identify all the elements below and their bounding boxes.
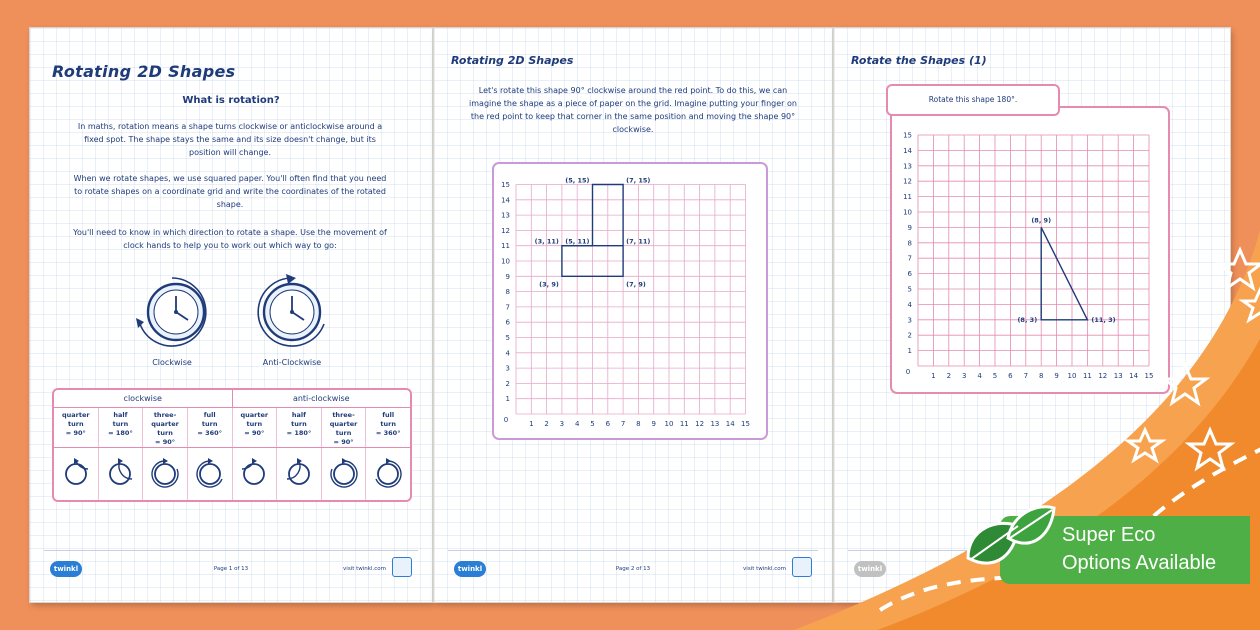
clockwise-label: Clockwise: [152, 358, 192, 367]
page-number: Page 2 of 13: [615, 566, 651, 572]
anticlockwise-clock-icon: [252, 272, 332, 362]
y-tick-label: 15: [501, 181, 510, 189]
y-tick-label: 2: [505, 379, 510, 388]
x-tick-label: 10: [1067, 372, 1077, 380]
x-tick-label: 12: [695, 420, 705, 428]
anticlockwise-label: Anti-Clockwise: [262, 358, 322, 367]
x-tick-label: 5: [590, 420, 595, 428]
y-tick-label: 13: [501, 211, 510, 220]
turn-arrow-icon: [366, 448, 410, 500]
x-tick-label: 0: [503, 416, 509, 424]
y-tick-label: 3: [505, 364, 510, 373]
visit-link[interactable]: visit twinkl.com: [343, 566, 386, 572]
x-tick-label: 13: [1113, 372, 1123, 380]
turn-arrow-icon: [188, 448, 233, 500]
y-tick-label: 15: [903, 131, 912, 140]
page-title: Rotate the Shapes (1): [851, 54, 987, 67]
y-tick-label: 11: [903, 193, 912, 202]
x-tick-label: 4: [574, 420, 580, 428]
eco-subtitle: Options Available: [1062, 552, 1217, 574]
y-tick-label: 10: [903, 208, 912, 217]
x-tick-label: 3: [961, 372, 967, 380]
paragraph-rotation-definition: In maths, rotation means a shape turns clockwise or anticlockwise around a fixed spot. The shape stays the same and its size doesn't change, but its position will change.: [77, 122, 383, 157]
table-header-anticlockwise: anti-clockwise: [292, 394, 350, 403]
table-cell: half turn = 180°: [99, 408, 144, 447]
y-tick-label: 1: [907, 347, 912, 356]
y-tick-label: 13: [903, 162, 912, 171]
x-tick-label: 7: [620, 420, 626, 428]
paragraph-direction: You'll need to know in which direction to rotate a shape. Use the movement of clock hands to help you to work out which way to go:: [73, 228, 387, 250]
turn-arrow-icon: [54, 448, 99, 500]
leaf-icon: [958, 498, 1058, 588]
x-tick-label: 14: [1129, 372, 1139, 380]
y-tick-label: 5: [505, 334, 510, 342]
x-tick-label: 13: [710, 420, 720, 428]
turn-reference-table: [52, 388, 412, 502]
y-tick-label: 4: [907, 300, 912, 309]
coordinate-label: (3, 9): [539, 280, 559, 289]
y-tick-label: 2: [907, 331, 912, 340]
y-tick-label: 9: [907, 223, 912, 232]
y-tick-label: 6: [505, 318, 510, 327]
y-tick-label: 8: [505, 288, 510, 297]
coordinate-label: (8, 9): [1031, 216, 1052, 225]
table-cell: half turn = 180°: [277, 408, 322, 447]
y-tick-label: 11: [501, 242, 510, 251]
y-tick-label: 14: [501, 196, 510, 205]
x-tick-label: 9: [651, 420, 656, 428]
x-tick-label: 2: [946, 372, 952, 380]
y-tick-label: 14: [903, 146, 912, 155]
x-tick-label: 9: [1054, 372, 1059, 380]
y-tick-label: 8: [907, 239, 912, 248]
x-tick-label: 15: [1144, 372, 1154, 380]
table-cell: quarter turn = 90°: [233, 408, 278, 447]
coordinate-label: (5, 11): [565, 237, 590, 246]
x-tick-label: 12: [1098, 372, 1108, 380]
x-tick-label: 3: [559, 420, 565, 428]
x-tick-label: 8: [1038, 372, 1044, 380]
paragraph-squared-paper: When we rotate shapes, we use squared paper. You'll often find that you need to rotate shapes on a coordinate grid and write the coordinates of the rotated shape.: [73, 174, 387, 209]
x-tick-label: 1: [931, 372, 936, 380]
y-tick-label: 12: [903, 177, 912, 186]
section-heading: What is rotation?: [182, 95, 280, 106]
x-tick-label: 7: [1023, 372, 1029, 380]
twinkl-logo[interactable]: twinkl: [854, 561, 886, 577]
table-cell: full turn = 360°: [188, 408, 233, 447]
turn-arrow-icon: [277, 448, 322, 500]
page-footer: [44, 550, 418, 588]
turn-arrow-icon: [143, 448, 188, 500]
coordinate-label: (7, 11): [626, 237, 651, 246]
twinkl-logo[interactable]: twinkl: [454, 561, 486, 577]
coordinate-label: (8, 3): [1017, 315, 1038, 324]
page-title: Rotating 2D Shapes: [52, 62, 236, 81]
table-cell: three-quarter turn = 90°: [322, 408, 367, 447]
x-tick-label: 5: [992, 372, 998, 380]
x-tick-label: 2: [544, 420, 549, 428]
turn-arrow-icon: [99, 448, 144, 500]
page-title: Rotating 2D Shapes: [451, 54, 574, 67]
x-tick-label: 11: [1082, 372, 1092, 380]
y-tick-label: 5: [907, 285, 912, 294]
y-tick-label: 4: [505, 349, 510, 358]
table-cell: full turn = 360°: [375, 411, 401, 437]
x-tick-label: 6: [1008, 372, 1013, 380]
quality-badge-icon: [392, 557, 412, 577]
table-cell: quarter turn = 90°: [54, 408, 99, 447]
y-tick-label: 12: [501, 226, 510, 235]
x-tick-label: 6: [605, 420, 611, 428]
x-tick-label: 14: [725, 420, 735, 428]
task-prompt: Rotate this shape 180°.: [886, 84, 1060, 116]
x-tick-label: 15: [741, 420, 750, 428]
intro-paragraph: Let's rotate this shape 90° clockwise around the red point. To do this, we can imagine the shape as a piece of paper on the grid. Imagine putting your finger on the red point to keep that corner in the same position and moving the shape 90° clockwise.: [469, 86, 797, 134]
x-tick-label: 11: [679, 420, 689, 428]
x-tick-label: 4: [977, 372, 982, 380]
coordinate-label: (11, 3): [1091, 315, 1116, 324]
coordinate-label: (5, 15): [565, 176, 590, 185]
y-tick-label: 9: [505, 272, 510, 281]
clockwise-clock-icon: [132, 272, 212, 362]
page-number: Page 1 of 13: [213, 566, 249, 572]
y-tick-label: 1: [505, 395, 510, 404]
y-tick-label: 6: [907, 270, 912, 279]
coordinate-label: (7, 15): [626, 176, 651, 185]
y-tick-label: 3: [907, 316, 912, 325]
eco-title: Super Eco: [1062, 524, 1156, 546]
twinkl-logo[interactable]: twinkl: [50, 561, 82, 577]
coordinate-label: (3, 11): [534, 237, 559, 246]
x-tick-label: 1: [529, 420, 534, 428]
x-tick-label: 8: [636, 420, 641, 428]
coordinate-label: (7, 9): [626, 280, 646, 289]
y-tick-label: 10: [501, 257, 510, 266]
visit-link[interactable]: visit twinkl.com: [743, 566, 786, 572]
x-tick-label: 10: [664, 420, 674, 428]
x-tick-label: 0: [905, 368, 911, 376]
worksheet-page-1: [30, 28, 432, 602]
turn-arrow-icon: [233, 448, 278, 500]
y-tick-label: 7: [907, 254, 912, 263]
table-cell: three-quarter turn = 90°: [143, 408, 188, 447]
table-header-clockwise: clockwise: [54, 390, 233, 407]
y-tick-label: 7: [505, 303, 510, 312]
turn-arrow-icon: [322, 448, 367, 500]
